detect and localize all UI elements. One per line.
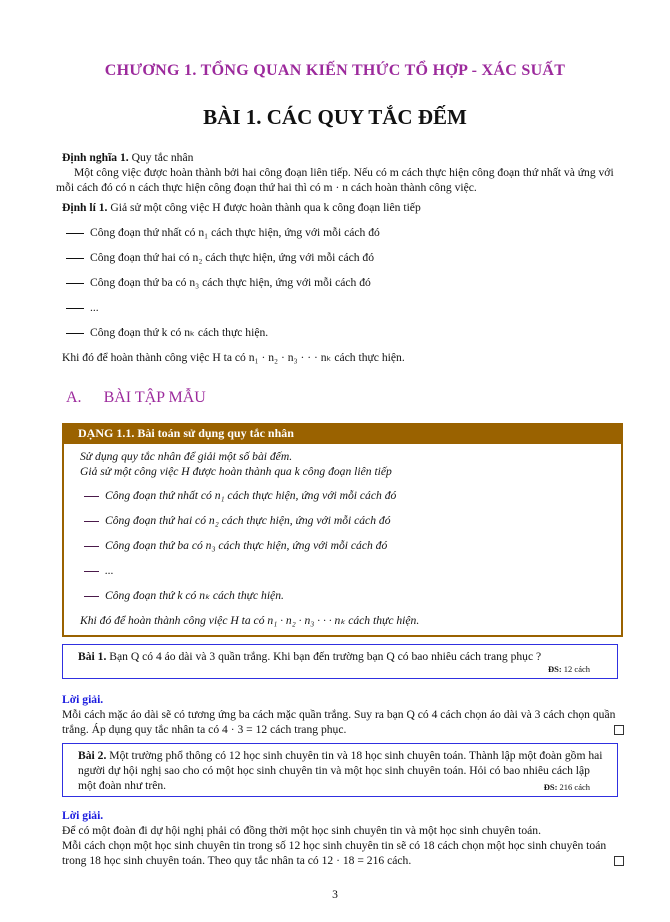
theorem-item: Công đoạn thứ nhất có n₁ cách thực hiện, ứng với mỗi cách đó	[66, 225, 622, 250]
section-heading: A. BÀI TẬP MẪU	[66, 389, 206, 406]
dash-icon	[84, 596, 99, 597]
exercise-box-1: Bài 1. Bạn Q có 4 áo dài và 3 quần trắng. Khi bạn đến trường bạn Q có bao nhiêu cách trang phục ? ĐS: 12 cách	[62, 644, 618, 679]
qed-icon	[614, 856, 624, 866]
theorem-item: Công đoạn thứ hai có n₂ cách thực hiện, ứng với mỗi cách đó	[66, 250, 622, 275]
theorem	[62, 200, 622, 365]
solution-text: Để có một đoàn đi dự hội nghị phải có đồng thời một học sinh chuyên tin và một học sinh chuyên toán.	[62, 824, 541, 837]
definition	[56, 150, 622, 195]
dang-conclusion: Khi đó để hoàn thành công việc H ta có n₁ · n₂ · n₃ · · · nₖ cách thực hiện.	[80, 614, 420, 627]
dash-icon	[84, 521, 99, 522]
dash-icon	[66, 233, 84, 234]
theorem-label: Định lí 1.	[62, 201, 108, 214]
lesson-title: BÀI 1. CÁC QUY TẮC ĐẾM	[203, 105, 467, 129]
definition-text: Một công việc được hoàn thành bởi hai công đoạn liên tiếp. Nếu có m cách thực hiện công đoạn thứ nhất và ứng với mỗi cách đó có n cách thực hiện công đoạn thứ hai thì có m · n cách hoàn thành công việc.	[56, 166, 614, 194]
dang-line: Giả sử một công việc H được hoàn thành qua k công đoạn liên tiếp	[80, 465, 392, 478]
definition-title: Quy tắc nhân	[131, 151, 194, 164]
theorem-intro: Giả sử một công việc H được hoàn thành qua k công đoạn liên tiếp	[110, 201, 421, 214]
dash-icon	[84, 571, 99, 572]
qed-icon	[614, 725, 624, 735]
dash-icon	[66, 283, 84, 284]
exercise-text: Một trường phổ thông có 12 học sinh chuyên tin và 18 học sinh chuyên toán. Thành lập một đoàn gồm hai người dự hội nghị sao cho có một học sinh chuyên tin và một học sinh chuyên toán. Hỏi có bao nhiêu cách lập một đoàn như trên.	[78, 749, 603, 792]
page-number: 3	[332, 888, 338, 901]
dang-box	[62, 423, 623, 637]
solution-1: Lời giải. Mỗi cách mặc áo dài sẽ có tương ứng ba cách mặc quần trắng. Suy ra bạn Q có 4 cách chọn áo dài và 3 cách chọn quần trắng. Áp dụng quy tắc nhân ta có 4 · 3 = 12 cách trang phục.	[62, 692, 624, 737]
dash-icon	[66, 333, 84, 334]
dang-line: Sử dụng quy tắc nhân để giải một số bài đếm.	[80, 450, 293, 463]
dash-icon	[66, 308, 84, 309]
solution-text: Mỗi cách mặc áo dài sẽ có tương ứng ba cách mặc quần trắng. Suy ra bạn Q có 4 cách chọn áo dài và 3 cách chọn quần trắng. Áp dụng quy tắc nhân ta có 4 · 3 = 12 cách trang phục.	[62, 708, 616, 736]
exercise-box-2: Bài 2. Một trường phổ thông có 12 học sinh chuyên tin và 18 học sinh chuyên toán. Thành lập một đoàn gồm hai người dự hội nghị sao cho có một học sinh chuyên tin và một học sinh chuyên toán. Hỏi có bao nhiêu cách lập một đoàn như trên. ĐS: 216 cách	[62, 743, 618, 797]
dash-icon	[66, 258, 84, 259]
dash-icon	[84, 496, 99, 497]
chapter-title: CHƯƠNG 1. TỔNG QUAN KIẾN THỨC TỔ HỢP - XÁC SUẤT	[104, 62, 566, 79]
dang-item: Công đoạn thứ ba có n₃ cách thực hiện, ứng với mỗi cách đó	[84, 538, 605, 563]
answer: ĐS: 12 cách	[547, 664, 590, 674]
theorem-item: Công đoạn thứ ba có n₃ cách thực hiện, ứng với mỗi cách đó	[66, 275, 622, 300]
answer: ĐS: 216 cách	[543, 782, 590, 792]
solution-2: Lời giải. Để có một đoàn đi dự hội nghị phải có đồng thời một học sinh chuyên tin và một học sinh chuyên toán. Mỗi cách chọn một học sinh chuyên tin trong số 12 học sinh chuyên tin sẽ có 18 cách chọn một học sinh chuyên toán trong 18 học sinh chuyên toán. Theo quy tắc nhân ta có 12 · 18 = 216 cách.	[62, 808, 624, 868]
theorem-item: Công đoạn thứ k có nₖ cách thực hiện.	[66, 325, 622, 350]
theorem-item: ...	[66, 300, 622, 325]
dang-item: Công đoạn thứ nhất có n₁ cách thực hiện, ứng với mỗi cách đó	[84, 488, 605, 513]
dang-title: DẠNG 1.1. Bài toán sử dụng quy tắc nhân	[64, 425, 621, 444]
dang-item: ...	[84, 563, 605, 588]
theorem-conclusion: Khi đó để hoàn thành công việc H ta có n₁ · n₂ · n₃ · · · nₖ cách thực hiện.	[62, 351, 405, 364]
dash-icon	[84, 546, 99, 547]
definition-label: Định nghĩa 1.	[62, 151, 129, 164]
exercise-text: Bạn Q có 4 áo dài và 3 quần trắng. Khi bạn đến trường bạn Q có bao nhiêu cách trang phục ?	[109, 650, 542, 663]
dang-item: Công đoạn thứ hai có n₂ cách thực hiện, ứng với mỗi cách đó	[84, 513, 605, 538]
solution-text: Mỗi cách chọn một học sinh chuyên tin trong số 12 học sinh chuyên tin sẽ có 18 cách chọn một học sinh chuyên toán trong 18 học sinh chuyên toán. Theo quy tắc nhân ta có 12 · 18 = 216 cách.	[62, 839, 607, 867]
dang-item: Công đoạn thứ k có nₖ cách thực hiện.	[84, 588, 605, 613]
